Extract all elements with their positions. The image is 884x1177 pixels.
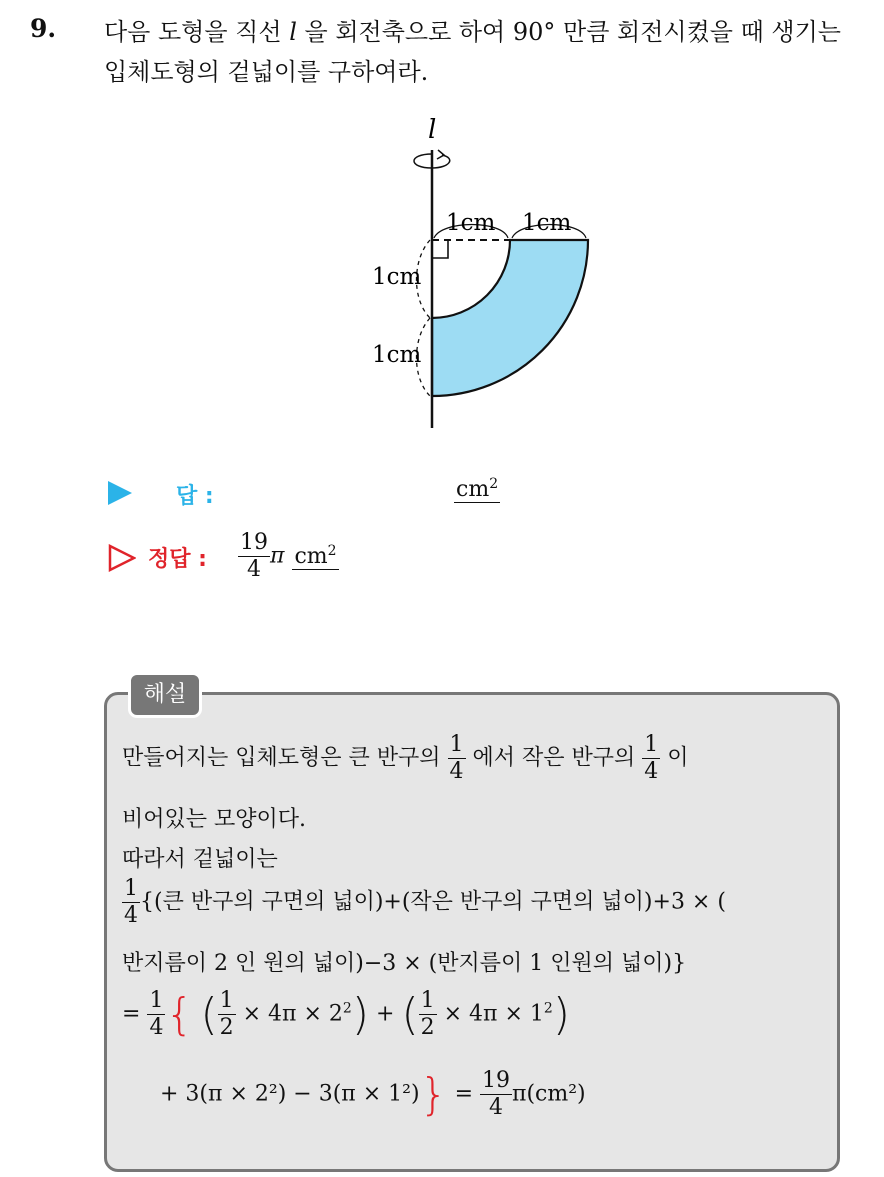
rotation-figure xyxy=(350,110,610,440)
axis-variable: l xyxy=(289,18,297,46)
answer-unit: $cm^2$ xyxy=(456,476,499,502)
solution-equation-2: + 3(π × 2²) − 3(π × 1²)} = $\frac{19}{4}$ π(cm²) xyxy=(160,1068,586,1120)
right-angle-mark xyxy=(432,240,448,258)
solution-line-2: 비어있는 모양이다. xyxy=(122,807,307,832)
label-left-upper: 1cm xyxy=(372,264,422,290)
solution-equation-1: = $\frac{1}{4}$ { ( $\frac{1}{2}$ × $4\pi \times 2^2$) + ( $\frac{1}{2}$ × $4\pi \times 1^2$) xyxy=(122,988,571,1040)
solution-line-1: 만들어지는 입체도형은 큰 반구의 $\frac{1}{4}$ 에서 작은 반구의 $\frac{1}{4}$ 이 xyxy=(122,732,689,784)
answer-label: 답 : xyxy=(176,484,214,509)
correct-label: 정답 : xyxy=(148,547,207,572)
correct-answer-row xyxy=(108,530,508,590)
question-number: 9. xyxy=(30,14,57,43)
correct-value: $\frac{19}{4}$ π $cm^2$ xyxy=(240,530,337,582)
label-left-lower: 1cm xyxy=(372,342,422,368)
question-line1-b: 을 회전축으로 하여 90° 만큼 회전시켰을 때 생기는 xyxy=(304,18,841,46)
solution-line-4: $\frac{1}{4}$ {(큰 반구의 구면의 넓이)+(작은 반구의 구면의 넓이)+3 × ( xyxy=(124,876,726,928)
question-text xyxy=(104,12,874,92)
solution-badge: 해설 xyxy=(128,672,202,718)
question-line1-a: 다음 도형을 직선 xyxy=(104,18,282,46)
question-line2: 입체도형의 겉넓이를 구하여라. xyxy=(104,58,429,86)
solution-line-5: 반지름이 2 인 원의 넓이)−3 × (반지름이 1 인원의 넓이)} xyxy=(122,951,687,976)
quarter-annulus-shape xyxy=(432,240,588,396)
label-top-left: 1cm xyxy=(446,210,496,236)
answer-row xyxy=(108,475,528,515)
correct-arrow-icon xyxy=(108,544,136,572)
solution-line-3: 따라서 겉넓이는 xyxy=(122,847,278,872)
answer-arrow-icon xyxy=(108,481,132,505)
label-top-right: 1cm xyxy=(522,210,572,236)
axis-label: l xyxy=(428,115,437,145)
